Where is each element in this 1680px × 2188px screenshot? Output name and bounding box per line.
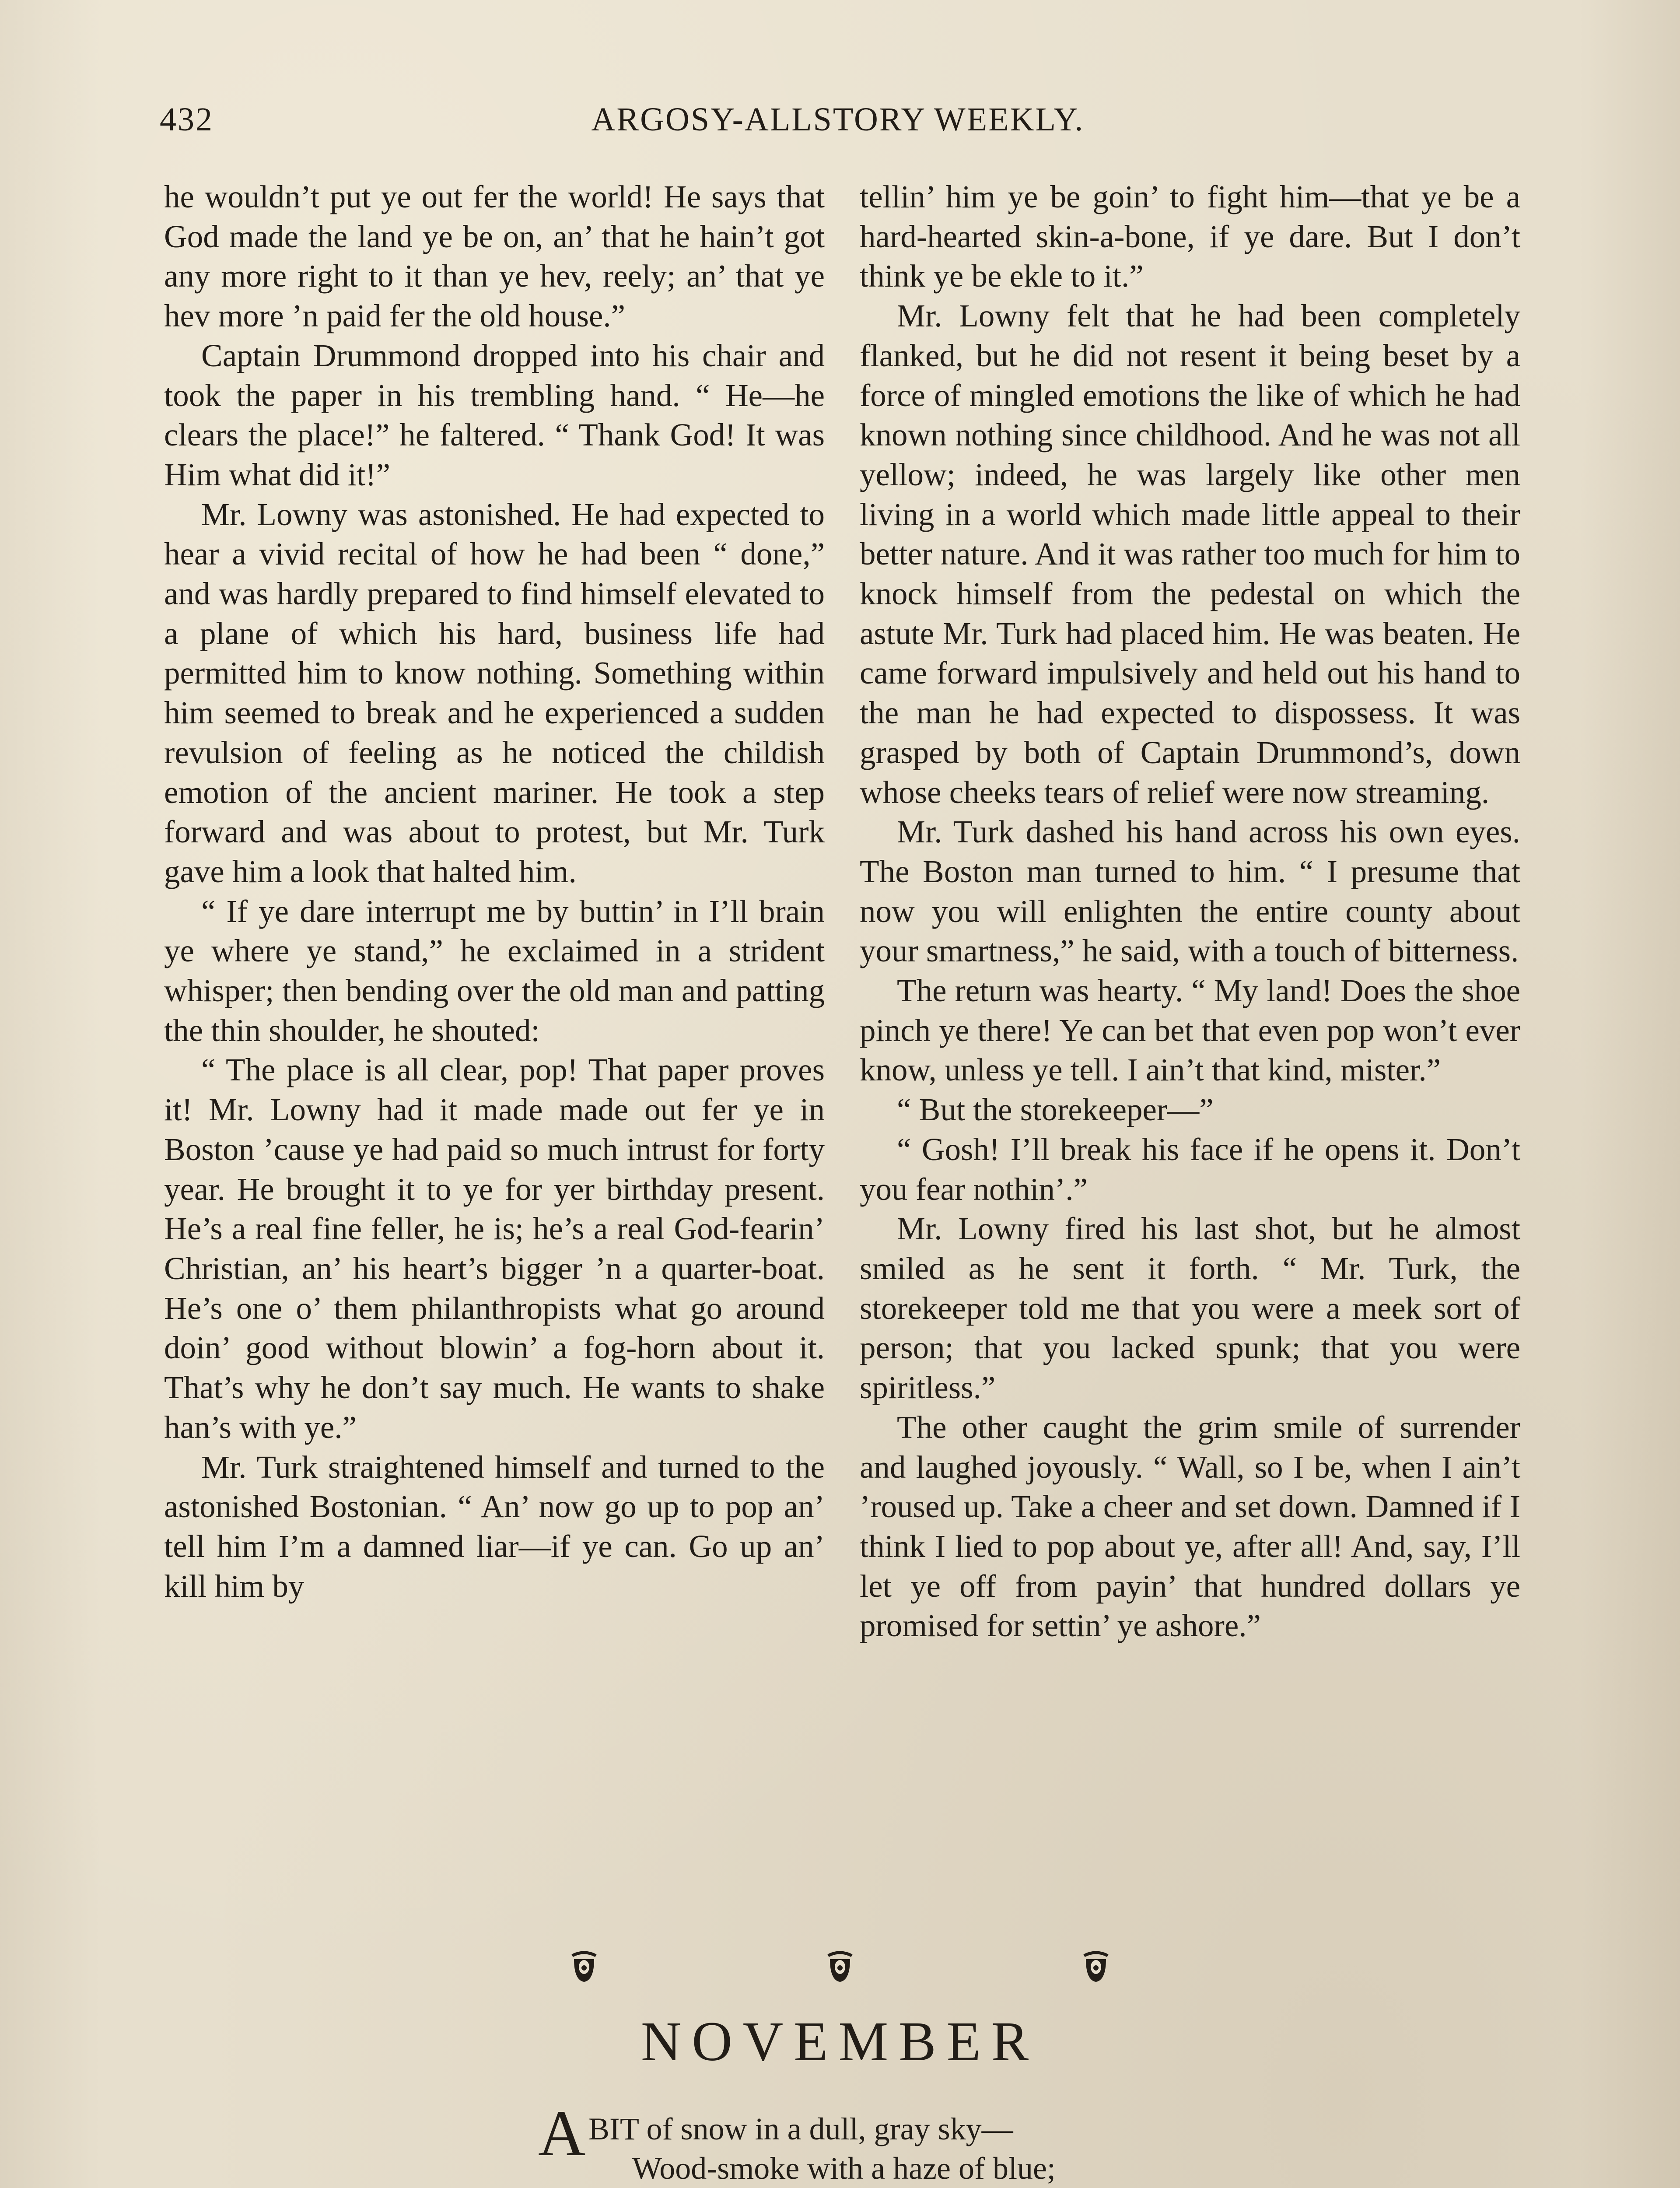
- section-break-ornaments: [569, 1943, 1111, 1991]
- paragraph: “ But the storekeeper—”: [897, 1092, 1214, 1128]
- paragraph: he wouldn’t put ye out fer the world! He says that God made the land ye be on, an’ that he hain’t got any more right to it than ye hev, reely; an’ that ye hev more ’n paid fer the old house.”: [164, 179, 825, 334]
- fleuron-ornament-icon: [825, 1950, 855, 1985]
- paragraph: Mr. Lowny felt that he had been completely flanked, but he did not resent it being beset by a force of mingled emotions the like of which he had known nothing since childhood. And he was not all yellow; indeed, he was largely like other men living in a world which made little appeal to their better nature. And it was rather too much for him to knock himself from the pedestal on which the astute Mr. Turk had placed him. He was beaten. He came forward impulsively and held out his hand to the man he had expected to dispossess. It was grasped by both of Captain Drummond’s, down whose cheeks tears of relief were now streaming.: [860, 298, 1520, 810]
- page-number: 432: [160, 101, 214, 138]
- paragraph: “ The place is all clear, pop! That paper proves it! Mr. Lowny had it made made out fer ye in Boston ’cause ye had paid so much intrust for forty year. He brought it to ye for yer birthday present. He’s a real fine feller, he is; he’s a real God-fearin’ Christian, an’ his heart’s bigger ’n a quarter-boat. He’s one o’ them philanthropists what go around doin’ good without blowin’ a fog-horn about it. That’s why he don’t say much. He wants to shake han’s with ye.”: [164, 1052, 825, 1445]
- poem-title: NOVEMBER: [640, 2010, 1040, 2072]
- paragraph: tellin’ him ye be goin’ to fight him—that ye be a hard-hearted skin-a-bone, if ye dare. But I don’t think ye be ekle to it.”: [860, 179, 1520, 294]
- paragraph: Mr. Lowny was astonished. He had expected to hear a vivid recital of how he had been “ done,” and was hardly prepared to find himself elevated to a plane of which his hard, business life had permitted him to know nothing. Something within him seemed to break and he experienced a sudden revulsion of feeling as he noticed the childish emotion of the ancient mariner. He took a step forward and was about to protest, but Mr. Turk gave him a look that halted him.: [164, 496, 825, 889]
- right-text-column: [860, 177, 1520, 1646]
- fleuron-ornament-icon: [1081, 1950, 1111, 1985]
- paragraph: Mr. Lowny fired his last shot, but he almost smiled as he sent it forth. “ Mr. Turk, the storekeeper told me that you were a meek sort of person; that you lacked spunk; that you were spiritless.”: [860, 1211, 1520, 1406]
- left-text-column: [164, 177, 825, 1606]
- fleuron-ornament-icon: [569, 1950, 599, 1985]
- running-head: ARGOSY-ALLSTORY WEEKLY.: [591, 101, 1085, 138]
- poem-line-1-text: BIT of snow in a dull, gray sky—: [588, 2111, 1013, 2146]
- paragraph: Captain Drummond dropped into his chair and took the paper in his trembling hand. “ He—he clears the place!” he faltered. “ Thank God! It was Him what did it!”: [164, 337, 825, 492]
- paragraph: “ Gosh! I’ll break his face if he opens it. Don’t you fear nothin’.”: [860, 1131, 1520, 1207]
- paragraph: Mr. Turk dashed his hand across his own eyes. The Boston man turned to him. “ I presume that now you will enlighten the entire county about your smartness,” he said, with a touch of bitterness.: [860, 814, 1520, 969]
- page-header: [160, 101, 1516, 149]
- paragraph: The other caught the grim smile of surrender and laughed joyously. “ Wall, so I be, when I ain’t ’roused up. Take a cheer and set down. Damned if I think I lied to pop about ye, after all! And, say, I’ll let ye off from payin’ that hundred dollars ye promised for settin’ ye ashore.”: [860, 1409, 1520, 1644]
- drop-cap: A: [538, 2097, 586, 2170]
- paragraph: Mr. Turk straightened himself and turned to the astonished Bostonian. “ An’ now go up to pop an’ tell him I’m a damned liar—if ye can. Go up an’ kill him by: [164, 1449, 825, 1604]
- paragraph: “ If ye dare interrupt me by buttin’ in I’ll brain ye where ye stand,” he exclaimed in a strident whisper; then bending over the old man and patting the thin shoulder, he shouted:: [164, 893, 825, 1048]
- poem-body: [538, 2097, 1326, 2188]
- poem-line-2: Wood-smoke with a haze of blue;: [632, 2151, 1056, 2186]
- paragraph: The return was hearty. “ My land! Does the shoe pinch ye there! Ye can bet that even pop won’t ever know, unless ye tell. I ain’t that kind, mister.”: [860, 973, 1520, 1088]
